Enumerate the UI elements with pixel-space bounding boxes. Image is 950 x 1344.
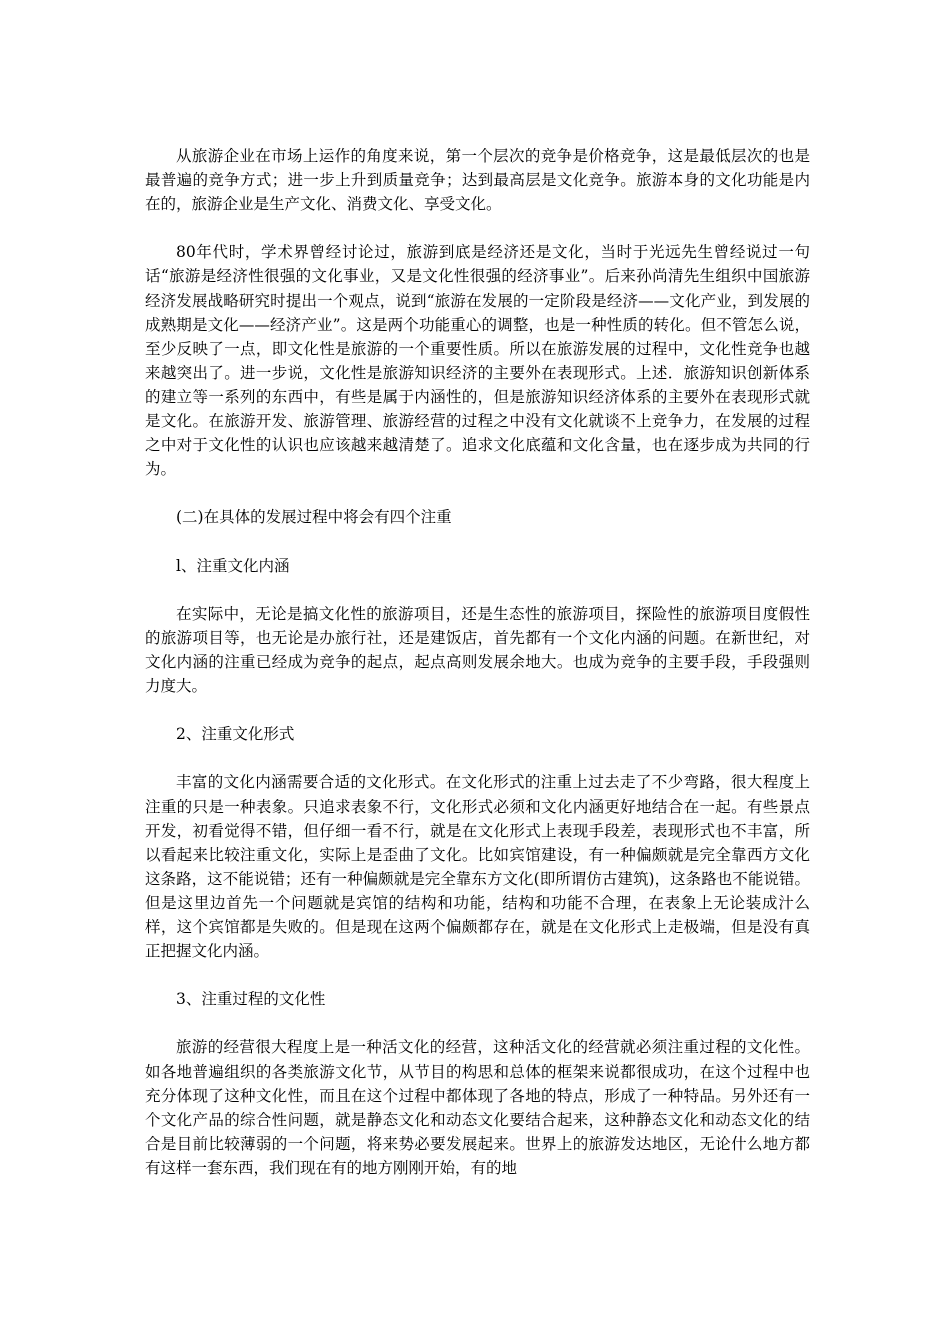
paragraph-competition-levels: 从旅游企业在市场上运作的角度来说，第一个层次的竞争是价格竞争，这是最低层次的也是最普遍的竞争方式；进一步上升到质量竞争；达到最高层是文化竞争。旅游本身的文化功能是内在的，旅游企业是生产文化、消费文化、享受文化。 — [145, 147, 810, 214]
subheading-cultural-form: 2、注重文化形式 — [176, 725, 295, 744]
paragraph-cultural-connotation: 在实际中，无论是搞文化性的旅游项目，还是生态性的旅游项目，探险性的旅游项目度假性的旅游项目等，也无论是办旅行社，还是建饭店，首先都有一个文化内涵的问题。在新世纪，对文化内涵的注重已经成为竞争的起点，起点高则发展余地大。也成为竞争的主要手段，手段强则力度大。 — [145, 604, 810, 696]
section-heading-four-emphases: (二)在具体的发展过程中将会有四个注重 — [176, 508, 452, 527]
paragraph-cultural-form: 丰富的文化内涵需要合适的文化形式。在文化形式的注重上过去走了不少弯路，很大程度上注重的只是一种表象。只追求表象不行，文化形式必须和文化内涵更好地结合在一起。有些景点开发，初看觉得不错，但仔细一看不行，就是在文化形式上表现手段差，表现形式也不丰富，所以看起来比较注重文化，实际上是歪曲了文化。比如宾馆建设，有一种偏颇就是完全靠西方文化这条路，这不能说错；还有一种偏颇就是完全靠东方文化(即所谓仿古建筑)，这条路也不能说错。但是这里边首先一个问题就是宾馆的结构和功能，结构和功能不合理，在表象上无论装成汁么样，这个宾馆都是失败的。但是现在这两个偏颇都存在，就是在文化形式上走极端，但是没有真正把握文化内涵。 — [145, 773, 810, 961]
document-body — [145, 144, 810, 1204]
paragraph-process-culture: 旅游的经营很大程度上是一种活文化的经营，这种活文化的经营就必须注重过程的文化性。如各地普遍组织的各类旅游文化节，从节目的构思和总体的框架来说都很成功，在这个过程中也充分体现了这种文化性，而且在这个过程中都体现了各地的特点，形成了一种特品。另外还有一个文化产品的综合性问题，就是静态文化和动态文化要结合起来，这种静态文化和动态文化的结合是目前比较薄弱的一个问题，将来势必要发展起来。世界上的旅游发达地区，无论什么地方都有这样一套东西，我们现在有的地方刚刚开始，有的地 — [145, 1038, 810, 1177]
subheading-process-culture: 3、注重过程的文化性 — [176, 990, 326, 1009]
subheading-cultural-connotation: l、注重文化内涵 — [176, 556, 290, 575]
paragraph-economy-or-culture: 80年代时，学术界曾经讨论过，旅游到底是经济还是文化，当时于光远先生曾经说过一句话“旅游是经济性很强的文化事业，又是文化性很强的经济事业”。后来孙尚清先生组织中国旅游经济发展战略研究时提出一个观点，说到“旅游在发展的一定阶段是经济——文化产业，到发展的成熟期是文化——经济产业”。这是两个功能重心的调整，也是一种性质的转化。但不管怎么说，至少反映了一点，即文化性是旅游的一个重要性质。所以在旅游发展的过程中，文化性竞争也越来越突出了。进一步说，文化性是旅游知识经济的主要外在表现形式。上述．旅游知识创新体系的建立等一系列的东西中，有些是属于内涵性的，但是旅游知识经济体系的主要外在表现形式就是文化。在旅游开发、旅游管理、旅游经营的过程之中没有文化就谈不上竞争力，在发展的过程之中对于文化性的认识也应该越来越清楚了。追求文化底蕴和文化含量，也在逐步成为共同的行为。 — [145, 243, 810, 479]
